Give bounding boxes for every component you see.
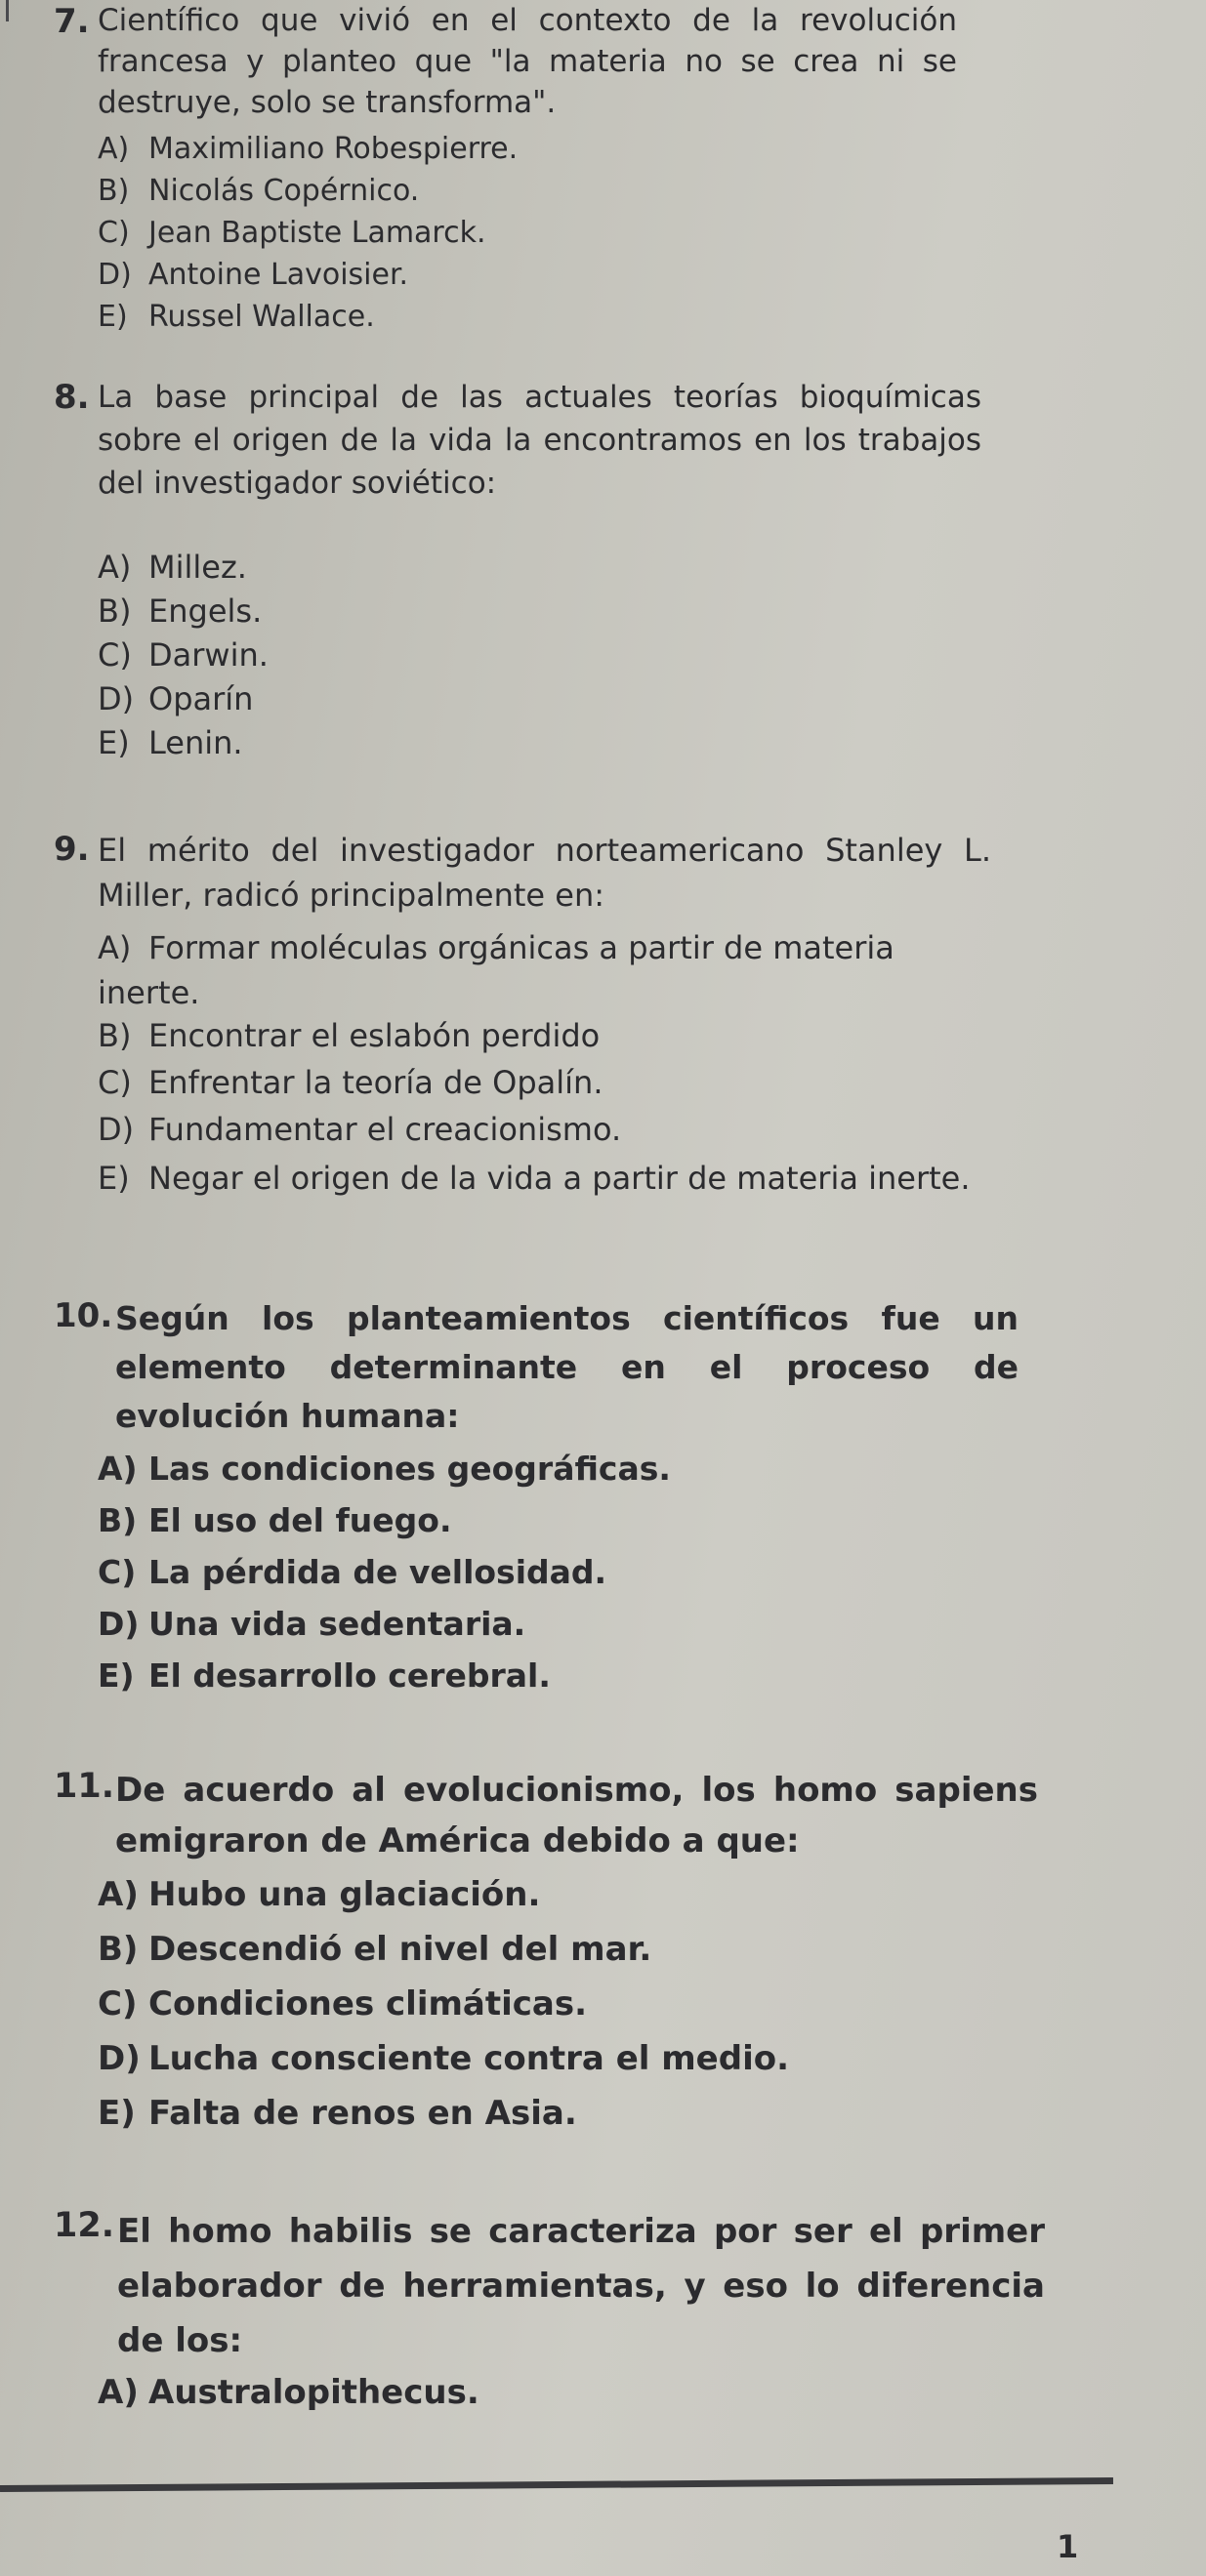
option-c (98, 634, 269, 675)
option-letter: B) (98, 593, 132, 630)
option-d (98, 255, 408, 296)
option-a (98, 925, 991, 1015)
option-text: Jean Baptiste Lamarck. (148, 216, 486, 250)
option-letter: D) (98, 2039, 141, 2078)
option-text: Nicolás Copérnico. (148, 174, 420, 208)
option-d (98, 1604, 525, 1645)
option-letter: E) (98, 300, 128, 334)
option-b (98, 1929, 651, 1970)
option-text: Hubo una glaciación. (148, 1875, 541, 1914)
option-letter: A) (98, 549, 132, 586)
option-letter: E) (98, 724, 130, 761)
option-e (98, 2093, 577, 2134)
question-stem: El mérito del investigador norteamericano Stanley L. Miller, radicó principalmente en: (98, 832, 991, 914)
option-a (98, 129, 518, 170)
option-e (98, 1656, 551, 1697)
option-text: Antoine Lavoisier. (148, 258, 409, 292)
option-d (98, 678, 253, 719)
question-stem: La base principal de las actuales teorías bioquímicas sobre el origen de la vida la encontramos en los trabajos del investigador soviético: (98, 380, 981, 501)
option-text: Formar moléculas orgánicas a partir de materia inerte. (98, 929, 894, 1011)
option-letter: A) (98, 2373, 139, 2412)
option-d (98, 1109, 621, 1150)
option-d (98, 2038, 789, 2079)
option-e (98, 722, 243, 763)
question-number: 11. (54, 1767, 115, 1806)
option-c (98, 1983, 587, 2024)
option-letter: D) (98, 258, 132, 292)
option-text: Encontrar el eslabón perdido (148, 1017, 601, 1054)
option-text: Fundamentar el creacionismo. (148, 1111, 622, 1148)
option-letter: E) (98, 1160, 130, 1197)
option-letter: D) (98, 1111, 135, 1148)
option-letter: E) (98, 1656, 135, 1695)
option-text: Engels. (148, 593, 263, 630)
option-letter: B) (98, 1017, 132, 1054)
question-stem: El homo habilis se caracteriza por ser el primer elaborador de herramientas, y eso lo diferencia de los: (117, 2212, 1045, 2360)
question-stem: Según los planteamientos científicos fue un elemento determinante en el proceso de evolución humana: (115, 1299, 1019, 1435)
option-text: Lucha consciente contra el medio. (148, 2039, 790, 2078)
option-text: Australopithecus. (148, 2373, 479, 2412)
option-letter: B) (98, 1501, 138, 1539)
question-number: 9. (54, 830, 90, 869)
option-text: Millez. (148, 549, 247, 586)
edge-mark (6, 0, 9, 21)
option-b (98, 591, 262, 632)
option-a (98, 1449, 671, 1490)
option-c (98, 1062, 603, 1103)
option-e (98, 297, 375, 338)
option-text: Una vida sedentaria. (148, 1605, 526, 1643)
question-number: 10. (54, 1296, 113, 1335)
option-letter: A) (98, 929, 132, 966)
option-text: Lenin. (148, 724, 243, 761)
option-a (98, 1874, 540, 1915)
option-b (98, 1015, 600, 1056)
footer-rule (0, 2477, 1113, 2492)
option-letter: A) (98, 1875, 139, 1914)
option-text: Falta de renos en Asia. (148, 2094, 577, 2133)
option-c (98, 1552, 606, 1593)
option-text: Descendió el nivel del mar. (148, 1930, 652, 1969)
option-a (98, 2372, 479, 2413)
option-text: Russel Wallace. (148, 300, 375, 334)
option-letter: B) (98, 1930, 139, 1969)
question-number: 8. (54, 378, 90, 417)
option-letter: C) (98, 1984, 138, 2024)
option-text: El desarrollo cerebral. (148, 1656, 551, 1695)
option-b (98, 171, 419, 212)
option-letter: C) (98, 216, 130, 250)
option-letter: B) (98, 174, 130, 208)
option-b (98, 1500, 452, 1541)
option-text: Maximiliano Robespierre. (148, 132, 519, 166)
option-text: Oparín (148, 680, 254, 717)
option-text: El uso del fuego. (148, 1501, 452, 1539)
option-text: La pérdida de vellosidad. (148, 1553, 607, 1591)
question-number: 12. (54, 2206, 115, 2245)
option-text: Darwin. (148, 636, 269, 674)
question-number: 7. (54, 2, 90, 41)
option-text: Condiciones climáticas. (148, 1984, 588, 2024)
option-letter: C) (98, 1064, 132, 1101)
option-letter: C) (98, 1553, 137, 1591)
option-letter: D) (98, 1605, 140, 1643)
option-c (98, 213, 486, 254)
option-letter: E) (98, 2094, 136, 2133)
option-text: Las condiciones geográficas. (148, 1450, 671, 1488)
option-a (98, 547, 247, 588)
option-text: Enfrentar la teoría de Opalín. (148, 1064, 603, 1101)
option-letter: A) (98, 132, 130, 166)
question-stem: Científico que vivió en el contexto de la revolución francesa y planteo que "la materia no se crea ni se destruye, solo se transforma". (98, 3, 957, 120)
option-text: Negar el origen de la vida a partir de materia inerte. (148, 1160, 971, 1197)
page-number: 1 (1057, 2528, 1079, 2565)
option-letter: A) (98, 1450, 138, 1488)
option-letter: D) (98, 680, 135, 717)
option-e (98, 1156, 1006, 1201)
option-letter: C) (98, 636, 132, 674)
question-stem: De acuerdo al evolucionismo, los homo sapiens emigraron de América debido a que: (115, 1771, 1038, 1860)
